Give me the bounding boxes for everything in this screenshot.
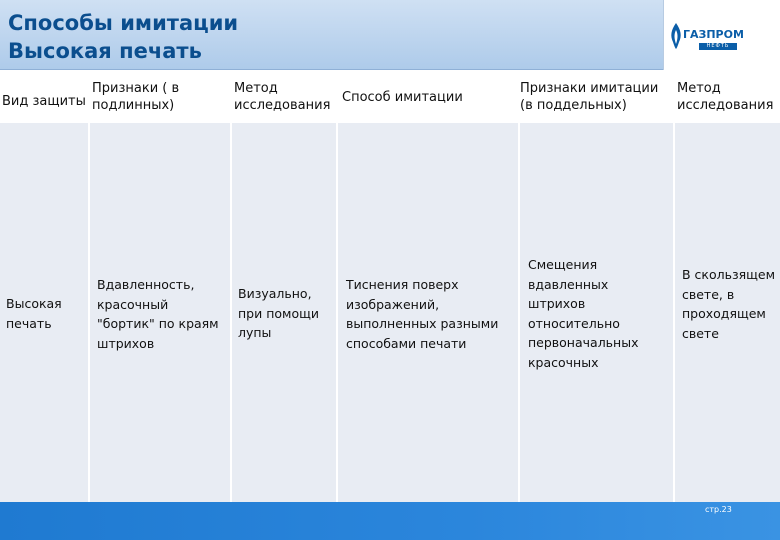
cell-protection-type: Высокая печать	[6, 296, 62, 331]
logo-subbar	[699, 43, 737, 50]
comparison-table	[0, 70, 780, 502]
gazprom-flame-icon	[668, 22, 684, 50]
table-header-row	[0, 70, 780, 120]
header-fake-signs: Признаки имитации (в поддельных)	[520, 81, 659, 113]
cell-method-2: В скользящем свете, в проходящем свете	[682, 267, 776, 341]
header-method-2: Метод исследования	[677, 81, 774, 113]
cell-fake-signs: Смещения вдавленных штрихов относительно первоначальных красочных	[528, 257, 639, 370]
cell-genuine-signs: Вдавленность, красочный "бортик" по краям штрихов	[97, 277, 219, 351]
header-protection-type: Вид защиты	[2, 94, 86, 109]
cell-imitation-method: Тиснения поверх изображений, выполненных разными способами печати	[346, 277, 499, 351]
header-method-1: Метод исследования	[234, 81, 331, 113]
gazprom-neft-logo	[663, 0, 780, 70]
header-genuine-signs: Признаки ( в подлинных)	[92, 81, 180, 113]
title-line-2: Высокая печать	[8, 39, 202, 63]
logo-subtext: НЕФТЬ	[706, 43, 730, 49]
slide-footer	[0, 502, 780, 540]
title-line-1: Способы имитации	[8, 11, 239, 35]
slide-header	[0, 0, 780, 70]
table-row	[0, 123, 780, 502]
logo-wordmark: ГАЗПРОМ	[683, 28, 744, 41]
cell-method-1: Визуально, при помощи лупы	[238, 286, 319, 340]
page-number: стр.23	[705, 505, 732, 514]
header-imitation-method: Способ имитации	[342, 90, 463, 105]
slide-title	[8, 9, 238, 65]
